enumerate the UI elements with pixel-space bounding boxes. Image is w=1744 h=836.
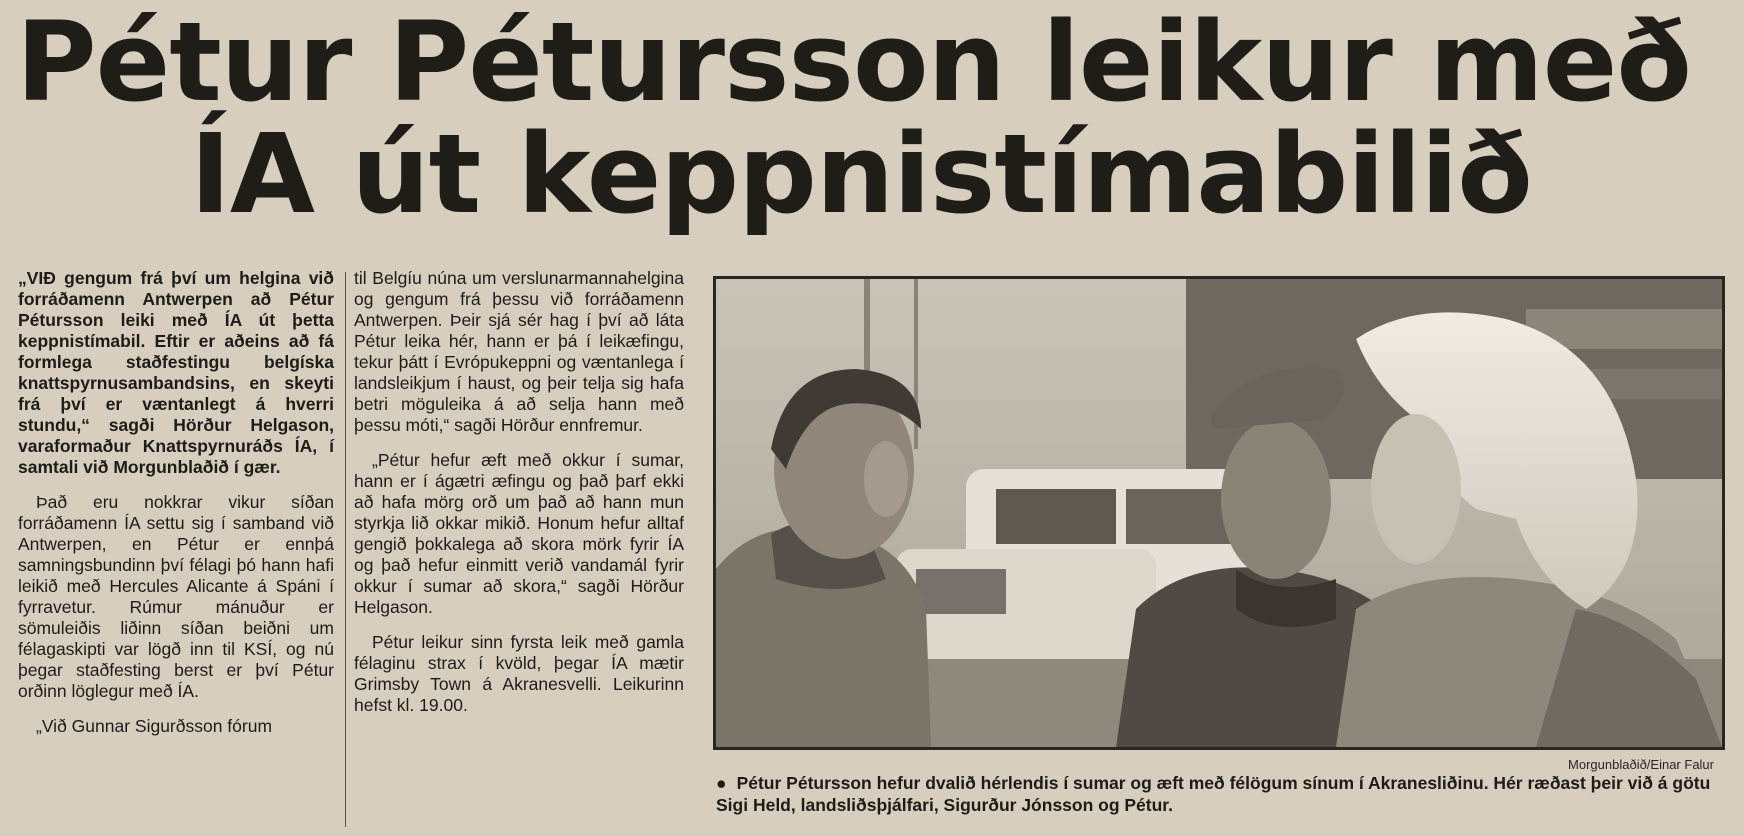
article-column-1	[18, 268, 334, 751]
column-divider	[345, 272, 346, 827]
headline	[16, 0, 1736, 238]
caption-text: Pétur Pétursson hefur dvalið hérlendis í sumar og æft með félögum sínum í Akranesliðinu. Hér ræðast þeir við á götu Sigi Held, landsliðsþjálfari, Sigurður Jónsson og Pétur.	[716, 773, 1711, 815]
body-paragraph: Það eru nokkrar vikur síðan forráðamenn ÍA settu sig í samband við Antwerpen, en Pétur er ennþá samningsbundinn því félagi þó hann hafi leikið með Hercules Alicante á Spáni í fyrravetur. Rúmur mánuður er sömuleiðis liðinn síðan beiðni um félagaskipti var lögð inn til KSÍ, og nú þegar staðfesting berst er því Pétur orðinn löglegur með ÍA.	[18, 492, 334, 701]
photo-illustration	[716, 279, 1722, 747]
body-paragraph: „Pétur hefur æft með okkur í sumar, hann er í ágætri æfingu og það þarf ekki að hafa mörg orð um það að hann mun styrkja lið okkar mikið. Honum hefur alltaf gengið þokkalega að skora mörk fyrir ÍA og það hefur einmitt verið vandamál fyrir okkur í sumar að skora,“ sagði Hörður Helgason.	[354, 450, 684, 617]
lead-paragraph: „VIÐ gengum frá því um helgina við forráðamenn Antwerpen að Pétur Pétursson leiki með ÍA út þetta keppnistímabil. Eftir er aðeins að fá formlega staðfestingu belgíska knattspyrnusambandsins, en skeyti frá því er væntanlegt á hverri stundu,“ sagði Hörður Helgason, varaformaður Knattspyrnuráðs ÍA, í samtali við Morgunblaðið í gær.	[18, 268, 334, 477]
body-paragraph: „Við Gunnar Sigurðsson fórum	[36, 716, 273, 736]
bullet-icon: ●	[716, 773, 727, 793]
news-photo	[713, 276, 1725, 750]
photo-caption	[716, 772, 1726, 816]
headline-line-2: ÍA út keppnistímabilið	[190, 110, 1532, 238]
headline-line-1: Pétur Pétursson leikur með	[16, 0, 1691, 126]
body-paragraph: til Belgíu núna um verslunarmannahelgina og gengum frá þessu við forráðamenn Antwerpen. Þeir sjá sér hag í því að láta Pétur leika hér, hann er þá í leikæfingu, tekur þátt í Evrópukeppni og væntanlega í landsleikjum í haust, og þeir telja sig hafa betri möguleika á að selja hann með þessu móti,“ sagði Hörður ennfremur.	[354, 268, 684, 435]
article-column-2	[354, 268, 684, 730]
body-paragraph: Pétur leikur sinn fyrsta leik með gamla félaginu strax í kvöld, þegar ÍA mætir Grimsby Town á Akranesvelli. Leikurinn hefst kl. 19.00.	[354, 632, 684, 715]
photo-credit: Morgunblaðið/Einar Falur	[1568, 757, 1714, 772]
